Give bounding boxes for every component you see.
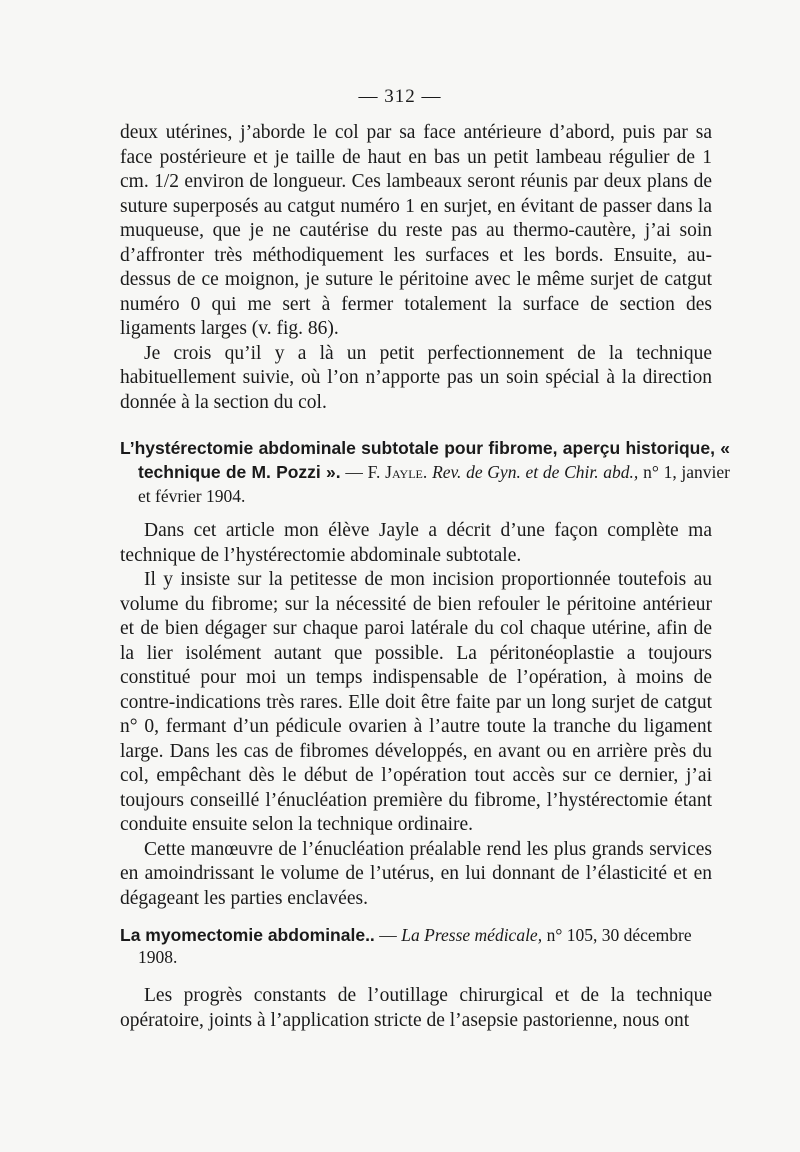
issue-info: n° 105, 30 décembre 1908. bbox=[138, 925, 692, 967]
issue-info: n° 1, janvier et février 1904. bbox=[138, 462, 731, 506]
dash: — bbox=[379, 925, 397, 945]
article-1-text bbox=[120, 519, 712, 911]
paragraph: deux utérines, j’aborde le col par sa face antérieure d’abord, puis par sa face postérieure et je taille de haut en bas un petit lambeau régulier de 1 cm. 1/2 environ de longueur. Ces lambeaux seront réunis par deux plans de suture superposés au catgut numéro 1 en surjet, en évitant de passer dans la muqueuse, que je ne cautérise du reste pas au thermo-cautère, j’ai soin d’affronter très méthodiquement les surfaces et les bords. Ensuite, au-dessus de ce moignon, je suture le péritoine avec le même surjet de catgut numéro 0 qui me sert à fermer totalement la surface de section des ligaments larges (v. fig. 86). bbox=[120, 122, 712, 339]
paragraph: Dans cet article mon élève Jayle a décrit d’une façon complète ma technique de l’hystérectomie abdominale subtotale. bbox=[120, 520, 712, 566]
paragraph: Cette manœuvre de l’énucléation préalable rend les plus grands services en amoindrissant le volume de l’utérus, en lui donnant de l’élasticité et en dégageant les parties enclavées. bbox=[120, 838, 712, 909]
intro-text bbox=[120, 121, 712, 415]
author-prefix: — F. bbox=[345, 462, 381, 482]
page-number: — 312 — bbox=[358, 86, 442, 107]
author-name: Jayle. bbox=[385, 462, 428, 482]
article-title: La myomectomie abdominale.. bbox=[120, 925, 375, 945]
journal-name: La Presse médicale, bbox=[401, 925, 543, 945]
journal-name: Rev. de Gyn. et de Chir. abd., bbox=[432, 462, 639, 482]
article-title: L’hystérectomie abdominale subtotale pour fibrome, aperçu historique, « technique de M. Pozzi ». bbox=[120, 438, 730, 482]
paragraph: Je crois qu’il y a là un petit perfectionnement de la technique habituellement suivie, où l’on n’apporte pas un soin spécial à la direction donnée à la section du col. bbox=[120, 342, 712, 413]
article-heading-1 bbox=[120, 436, 730, 508]
article-heading-2 bbox=[120, 924, 730, 968]
paragraph: Il y insiste sur la petitesse de mon incision proportionnée toutefois au volume du fibrome; sur la nécessité de bien refouler le péritoine antérieur et de bien dégager sur chaque paroi latérale du col chaque utérine, afin de la lier isolément autant que possible. La péritonéoplastie a toujours constitué pour moi un temps indispensable de l’opération, à moins de contre-indications très rares. Elle doit être faite par un long surjet de catgut n° 0, fermant d’un pédicule ovarien à l’autre toute la tranche du ligament large. Dans les cas de fibromes développés, en avant ou en arrière près du col, empêchant dès le début de l’opération tout accès sur ce dernier, j’ai toujours conseillé l’énucléation première du fibrome, l’hystérectomie étant conduite ensuite selon la technique ordinaire. bbox=[120, 569, 712, 835]
paragraph: Les progrès constants de l’outillage chirurgical et de la technique opératoire, joints à l’application stricte de l’asepsie pastorienne, nous ont bbox=[120, 985, 712, 1031]
article-2-text bbox=[120, 984, 712, 1033]
